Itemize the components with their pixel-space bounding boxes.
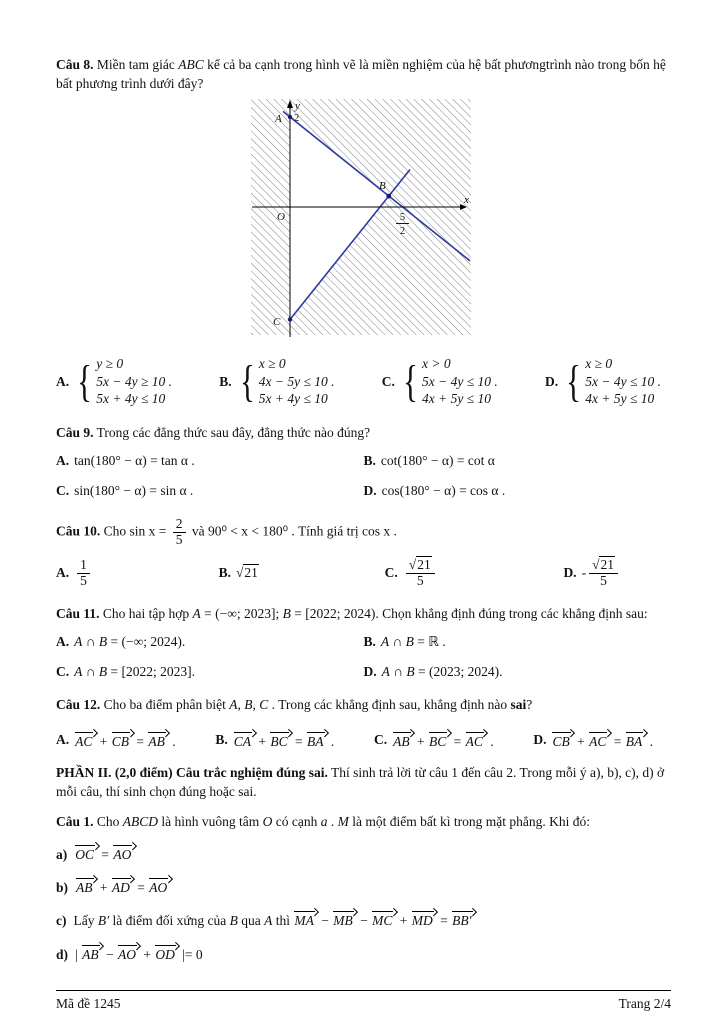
text-segment: A, B, C [229,697,269,713]
q9-option-d [364,483,672,499]
text-segment: B′ [97,913,110,929]
option-letter: B. [363,453,376,469]
q11-option-a [56,634,364,650]
system-line: 5x − 4y ≤ 10 . [585,373,661,389]
text-segment: Cho hai tập hợp [102,605,193,621]
item-label: b) [56,880,69,896]
vector-term: CA [233,729,255,750]
system-brace: { [77,356,93,406]
text-segment: A [381,664,390,680]
item-text [74,913,476,928]
option-letter: A. [56,565,70,581]
q10-options [56,558,671,589]
vector-term: AO [148,875,171,896]
radicand: 21 [244,565,258,581]
text-segment: kể cả ba cạnh trong hình vẽ là miền nghiệm của hệ bất phươngtrình nào trong bốn hệ bất phương trình dưới đây? [56,57,666,91]
text-segment: + [413,734,428,749]
text-segment: là điểm đối xứng của [109,913,230,929]
text-segment: |= 0 [178,946,203,962]
option-letter: D. [533,731,547,747]
text-segment: + [573,734,589,749]
c1-item-c [56,908,671,931]
text-segment: M [337,814,349,830]
text-segment: ABCD [122,814,159,830]
system-line: 4x + 5y ≤ 10 [421,391,491,407]
tick-2-label: 2 [293,113,299,125]
question-11-label: Câu 11. [56,605,100,621]
q12-option-a [56,729,176,750]
vector-term: AB [392,729,414,750]
c1-item-b [56,875,671,898]
q11-options [56,634,671,680]
vector-term: AO [112,842,135,863]
option-letter: C. [373,731,388,747]
vector-term: AD [111,875,134,896]
question-8-stem [56,57,666,91]
q12-option-b [215,729,334,750]
system-line: x ≥ 0 [585,356,613,372]
point-a [287,115,291,119]
fraction-numerator [589,558,618,574]
vector-term: AB [75,875,97,896]
minus-sign: - [581,565,587,581]
option-text [382,664,503,680]
x-axis-label: x [463,194,469,207]
question-8 [56,56,671,93]
text-segment: có cạnh [272,814,321,830]
option-letter: A. [56,373,70,389]
item-text [75,880,171,895]
question-11-stem [103,606,648,621]
text-segment: − [356,913,372,929]
q8-figure-wrap [56,97,671,345]
text-segment: Cho ba điểm phân biệt [103,697,230,713]
question-10-label: Câu 10. [56,523,101,539]
question-9 [56,424,671,443]
option-letter: D. [363,664,377,680]
point-b-label: B [378,180,386,193]
option-letter: C. [381,373,395,389]
vector-term: BC [269,729,291,750]
option-letter: D. [544,373,559,389]
option-text [551,729,653,750]
option-text [74,729,176,750]
vector-term: BC [428,729,450,750]
page-footer [56,990,671,1012]
fraction-denominator: 5 [600,572,607,588]
text-segment: a [320,814,328,830]
text-segment: . [486,734,494,749]
vector-term: MC [371,908,396,929]
option-text: tan(180° − α) = tan α . [74,453,195,469]
part2-question-1-stem [97,814,590,829]
text-segment: = [450,734,465,749]
question-8-label: Câu 8. [56,57,94,72]
fraction-denominator: 5 [416,572,424,588]
text-segment: = ℝ . [413,634,446,650]
point-c [287,318,291,322]
radical [236,565,259,581]
text-segment: − [102,946,117,962]
text-segment: Lấy [73,913,98,929]
system-line: y ≥ 0 [96,356,124,372]
q12-option-c [374,729,494,750]
text-segment: = (−∞; 2024). [107,634,186,650]
vector-term: CB [551,729,573,750]
q8-options [56,355,671,408]
c1-item-a [56,842,671,865]
fraction-numerator: 2 [173,517,186,533]
text-segment: là hình vuông tâm [158,814,263,830]
text-segment: sai [510,697,527,713]
q8-option-c [382,355,498,408]
text-segment: ∩ [82,664,99,680]
text-segment: + [255,734,270,749]
text-segment: B [98,664,108,680]
part2-heading [56,764,671,801]
text-segment: Cho [96,814,123,830]
origin-label: O [276,211,285,224]
q12-option-d [533,729,653,750]
system-lines [422,355,498,408]
option-letter: B. [219,373,232,389]
system-line: 5x − 4y ≤ 10 . [421,373,498,389]
option-letter: B. [215,731,228,747]
text-segment: A [264,913,273,929]
option-letter: B. [363,634,376,650]
text-segment: = [133,880,149,896]
option-letter: C. [56,664,70,680]
q8-option-a [56,355,172,408]
vector-term: AC [465,729,487,750]
text-segment: = [2022; 2024) [290,605,376,621]
system-line: 5x − 4y ≥ 10 . [96,373,173,389]
option-text [381,634,446,650]
question-12 [56,696,671,715]
question-10 [56,517,671,548]
option-text: cot(180° − α) = cot α [380,453,495,469]
question-12-label: Câu 12. [56,697,101,713]
text-segment: qua [237,913,265,929]
radical [592,556,615,572]
vector-term: AB [81,942,103,963]
text-segment: = [291,734,307,749]
question-11 [56,605,671,624]
q9-option-c [56,483,364,499]
text-segment: A [74,634,83,650]
text-segment: ∩ [82,634,99,650]
option-text: cos(180° − α) = cos α . [381,483,506,499]
vector-term: MD [411,908,437,929]
system-line: 5x + 4y ≤ 10 [96,391,166,407]
q11-option-c [56,664,364,680]
part2-question-1 [56,813,671,832]
vector-term: AC [588,729,610,750]
point-a-label: A [274,113,282,126]
q8-option-d [545,355,661,408]
question-9-stem: Trong các đẳng thức sau đây, đẳng thức nào đúng? [96,424,371,440]
fraction [406,558,435,589]
text-segment: A [74,664,83,680]
text-segment: + [96,880,111,896]
option-letter: A. [56,731,70,747]
text-segment: B [405,634,414,650]
option-letter: C. [56,483,70,499]
text-segment: = [133,734,148,749]
vector-term: BA [625,729,647,750]
part2-heading-bold: PHẦN II. (2,0 điểm) Câu trắc nghiệm đúng sai. [56,765,328,780]
text-segment: = [436,913,452,929]
text-segment: . [327,734,335,749]
text-segment: . [646,734,653,749]
question-10-stem-post: và 90⁰ < x < 180⁰ . Tính giá trị cos x . [188,523,397,539]
fraction [77,558,90,589]
text-segment: A [380,634,390,650]
q9-options [56,453,671,499]
text-segment: − [317,913,333,929]
text-segment: = [2022; 2023]. [107,664,195,680]
option-letter: A. [56,634,70,650]
radical-sign: √ [236,565,244,581]
option-text [74,634,185,650]
vector-term: BA [306,729,328,750]
vector-term: MB [332,908,357,929]
option-letter: B. [218,565,231,581]
tick-5-2-num: 5 [399,212,405,224]
system-line: 4x + 5y ≤ 10 [585,391,655,407]
vector-term: OD [154,942,179,963]
option-text [392,729,494,750]
q12-options [56,729,671,750]
system-brace: { [239,356,255,406]
item-text [74,847,135,862]
option-text [74,664,195,680]
point-c-label: C [272,316,280,329]
text-segment: = [98,846,113,862]
text-segment: ∩ [389,664,407,680]
vector-term: BB' [451,908,475,929]
tick-5-2-den: 2 [399,226,405,238]
fraction-denominator: 5 [175,532,183,548]
text-segment: là một điểm bất kì trong mặt phẳng. Khi đó: [348,814,590,830]
part2-heading-rest: Thí sinh trả lời từ câu 1 đến câu 2. Trong mỗi ý a), b), c), d) ở mỗi câu, thí sinh chọn đúng hoặc sai. [56,765,665,799]
text-segment: O [262,814,273,830]
text-segment: . Chọn khẳng định đúng trong các khẳng định sau: [375,605,648,621]
question-10-stem-pre: Cho sin x = [103,523,170,539]
text-segment: . [327,814,338,830]
question-12-stem [104,697,533,712]
text-segment: A [192,605,201,621]
system-line: 4x − 5y ≤ 10 . [258,373,335,389]
q9-option-b [364,453,672,469]
text-segment: | [75,946,82,962]
system-lines [96,355,172,408]
option-letter: C. [384,565,398,581]
page-number: Trang 2/4 [618,996,671,1011]
q10-option-b [219,558,259,589]
system-line: 5x + 4y ≤ 10 [258,391,328,407]
item-label: a) [56,846,68,862]
q9-option-a [56,453,364,469]
q8-option-b [219,355,334,408]
text-segment: . [168,734,176,749]
text-segment: ? [526,697,533,713]
radical [409,556,432,572]
system-brace: { [403,356,418,406]
option-text: sin(180° − α) = sin α . [74,483,194,499]
q10-option-d [563,558,621,589]
text-segment: B [229,913,238,929]
vector-term: OC [74,842,98,863]
text-segment: B [406,664,415,680]
radicand: 21 [600,557,614,573]
system-brace: { [566,356,582,406]
fraction-numerator [406,558,435,574]
radicand: 21 [417,557,431,573]
y-axis-label: y [294,100,300,113]
item-label: c) [56,913,67,929]
exam-code: Mã đề 1245 [56,996,121,1011]
system-line: x ≥ 0 [258,356,286,372]
question-9-label: Câu 9. [56,424,94,440]
text-segment: . Trong các khẳng định sau, khẳng định nào [268,697,511,713]
c1-item-d [56,942,671,965]
option-letter: A. [56,453,70,469]
system-line: x > 0 [421,356,451,372]
vector-term: CB [111,729,133,750]
text-segment: = (2023; 2024). [414,664,503,680]
option-letter: D. [563,565,577,581]
text-segment: + [96,734,111,749]
text-segment: Miền tam giác [96,57,179,72]
vector-term: AO [117,942,140,963]
fraction [589,558,618,589]
part2-question-1-label: Câu 1. [56,814,94,830]
radical-sign: √ [592,557,600,573]
fraction-denominator: 5 [80,572,87,588]
text-segment: ∩ [389,634,406,650]
q11-option-d [364,664,672,680]
item-text [75,947,203,962]
q10-option-a [56,558,93,589]
point-b [386,194,391,199]
text-segment: + [396,913,411,929]
text-segment: ABC [178,57,204,72]
q11-option-b [364,634,672,650]
text-segment: B [282,605,291,621]
text-segment: B [98,634,108,650]
text-segment: = [610,734,625,749]
vector-term: AC [74,729,96,750]
q10-option-c [385,558,438,589]
fraction-numerator: 1 [77,558,90,574]
option-letter: D. [363,483,377,499]
vector-term: AB [147,729,169,750]
q8-figure [248,97,480,341]
system-lines [585,355,661,408]
vector-term: MA [293,908,318,929]
item-label: d) [56,946,69,962]
option-text [233,729,335,750]
system-lines [259,355,335,408]
text-segment: thì [272,913,294,929]
text-segment: + [139,946,155,962]
radical-sign: √ [408,557,417,573]
text-segment: = (−∞; 2023]; [200,605,283,621]
fraction [173,517,186,548]
